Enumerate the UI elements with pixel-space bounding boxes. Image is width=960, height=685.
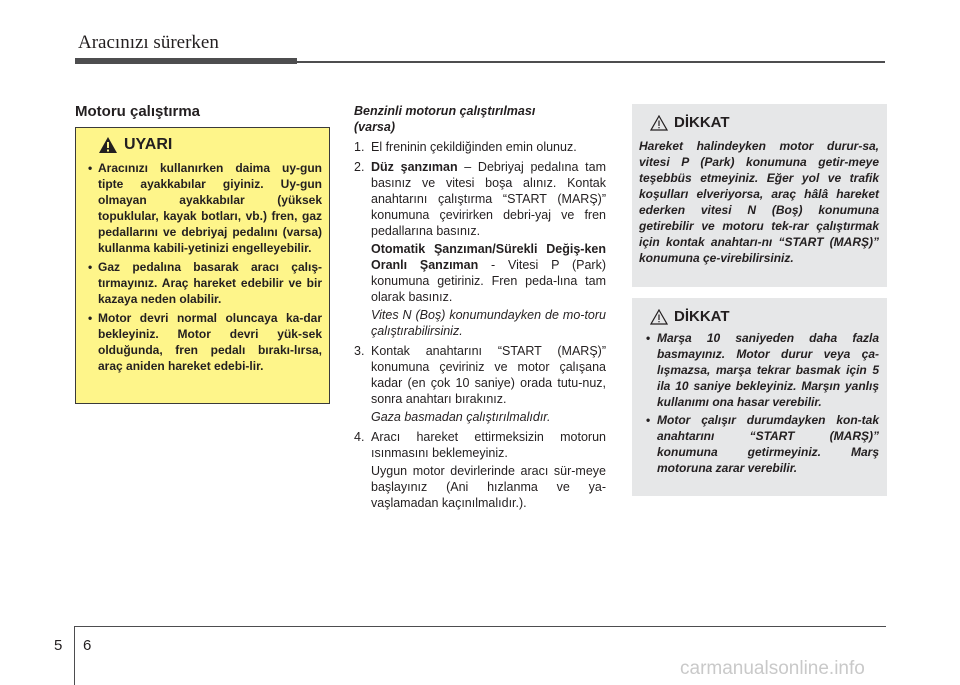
caution-triangle-icon: [650, 115, 668, 131]
section-number: 5: [54, 637, 63, 654]
step-text: Kontak anahtarını “START (MARŞ)” konumuna çeviriniz ve motor çalışana kadar (en çok 10 saniye) orada tutu-nuz, sonra anahtarı bırakınız.: [371, 344, 606, 406]
manual-transmission-text: – Debriyaj pedalına tam basınız ve vitesi boşa alınız. Kontak anahtarını çalıştırma “START (MARŞ)” konumuna çevirirken debri-yaj ve fren pedallarına basınız.: [371, 160, 606, 238]
procedure-subtitle: Benzinli motorun çalıştırılması: [354, 104, 536, 118]
footer-vertical-rule: [74, 626, 75, 685]
step-note: Gaza basmadan çalıştırılmalıdır.: [371, 410, 551, 424]
header-rule-thick: [75, 58, 297, 64]
procedure-steps: [354, 139, 606, 513]
step-2: [354, 159, 606, 341]
caution-label: DİKKAT: [674, 308, 730, 325]
procedure-column: [354, 103, 606, 515]
caution-list: [639, 330, 879, 478]
step-text: El freninin çekildiğinden emin olunuz.: [371, 140, 577, 154]
caution-item: • Marşa 10 saniyeden daha fazla basmayınız. Motor durur veya ça-lışmazsa, marşa tekrar basmak için 5 ila 10 saniye bekleyiniz. Marşın yanlış kullanımı ona hasar verebilir.: [639, 330, 879, 410]
step-text: Uygun motor devirlerinde aracı sür-meye başlayınız (Ani hızlanma ve ya-vaşlamadan kaçınılmalıdır.).: [371, 464, 606, 510]
warning-box: [75, 127, 330, 404]
caution-box: [632, 104, 887, 287]
caution-item: • Motor çalışır durumdayken kon-tak anahtarını “START (MARŞ)” konumuna getirmeyiniz. Marş motoruna zarar verebilir.: [639, 412, 879, 476]
step-4: [354, 429, 606, 513]
caution-header: [650, 308, 730, 325]
caution-text: Hareket halindeyken motor durur-sa, vitesi P (Park) konumuna getir-meye teşebbüs etmeyiniz. Eğer yol ve trafik koşulları elveriyorsa, araç hâlâ hareket ederken vitesi N (Boş) konumuna getirebilir ve motoru tek-rar çalıştırmak için kontak anahtarı-nı “START (MARŞ)” konumuna çe-virebilirsiniz.: [639, 139, 879, 265]
warning-item: • Aracınızı kullanırken daima uy-gun tipte ayakkabılar giyiniz. Uy-gun olmayan ayakkabılar (yüksek topuklular, kayak botları, vb.) fren, gaz pedallarını ve debriyaj pedalını (varsa) kullanma kabili-yetinizi engelleyebilir.: [82, 160, 322, 256]
manual-transmission-label: Düz şanzıman: [371, 160, 458, 174]
caution-box: [632, 298, 887, 496]
warning-triangle-icon: [98, 136, 118, 154]
step-number: 4.: [354, 430, 365, 444]
warning-list: [82, 160, 322, 377]
step-note: Vites N (Boş) konumundayken de mo-toru çalıştırabilirsiniz.: [371, 308, 606, 338]
step-1: [354, 139, 606, 157]
step-3: [354, 343, 606, 427]
warning-item: • Gaz pedalına basarak aracı çalış-tırmayınız. Araç hareket edebilir ve bir kazaya neden olabilir.: [82, 259, 322, 307]
automatic-transmission-text: - Vitesi P (Park) konumuna getiriniz. Fren peda-lına tam olarak basınız.: [371, 258, 606, 304]
automatic-transmission-label: Otomatik Şanzıman/Sürekli Değiş-ken Oranlı Şanzıman: [371, 242, 606, 272]
step-number: 1.: [354, 140, 365, 154]
step-text: [371, 241, 606, 305]
step-number: 3.: [354, 344, 365, 358]
warning-label: UYARI: [124, 136, 173, 153]
step-text: Aracı hareket ettirmeksizin motorun ısınmasını beklemeyiniz.: [371, 430, 606, 460]
caution-triangle-icon: [650, 309, 668, 325]
caution-header: [650, 114, 730, 131]
step-text: [371, 159, 606, 239]
caution-label: DİKKAT: [674, 114, 730, 131]
step-number: 2.: [354, 160, 365, 174]
warning-item: • Motor devri normal oluncaya ka-dar bekleyiniz. Motor devri yük-sek olduğunda, fren pedalı bırakı-lırsa, araç aniden hareket edebi-lir.: [82, 310, 322, 374]
chapter-title: Aracınızı sürerken: [78, 32, 219, 53]
procedure-subtitle-note: (varsa): [354, 120, 395, 134]
section-title: Motoru çalıştırma: [75, 103, 201, 120]
footer-horizontal-rule: [74, 626, 886, 627]
page-number: 6: [83, 637, 92, 654]
watermark[interactable]: carmanualsonline.info: [680, 658, 865, 679]
header-rule-thin: [297, 61, 885, 63]
warning-header: [98, 136, 172, 154]
